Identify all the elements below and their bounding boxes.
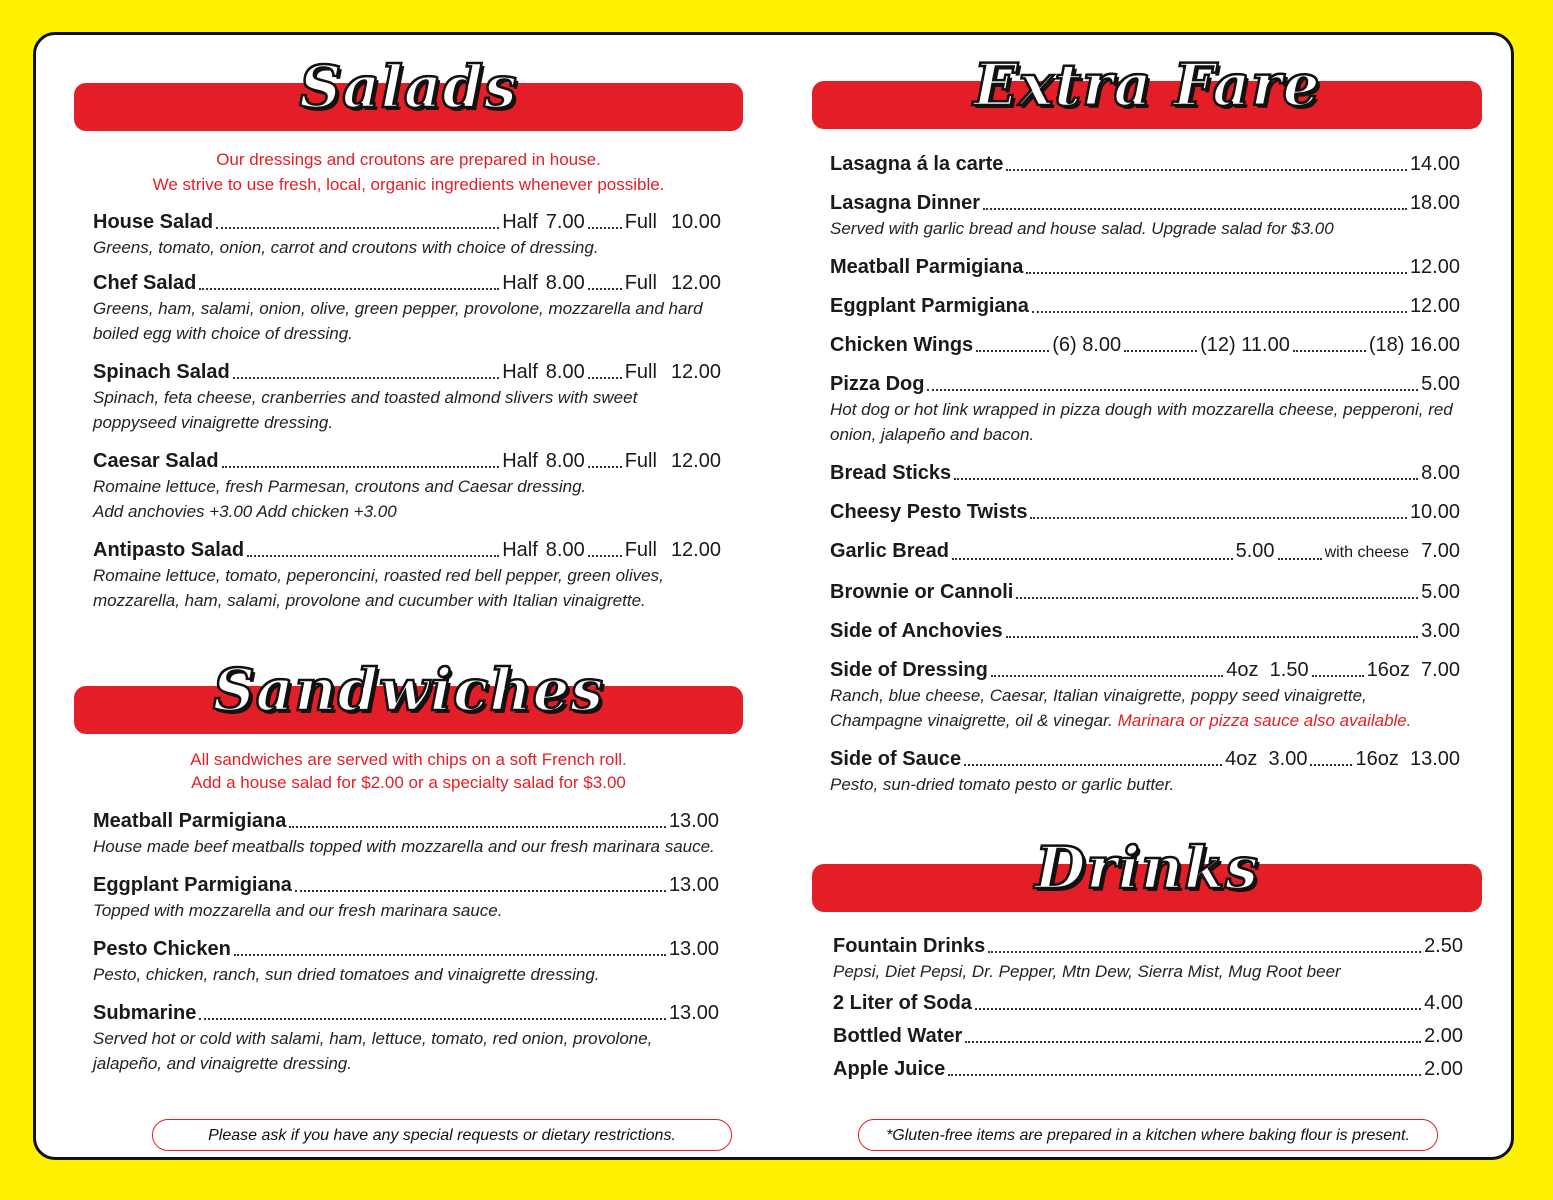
full-price: 12.00 [670, 450, 721, 472]
sandwiches-list [93, 808, 719, 1089]
extra-fare-banner [812, 51, 1482, 129]
full-label: Full [624, 361, 657, 383]
item-description: mozzarella, ham, salami, provolone and cucumber with Italian vinaigrette. [93, 591, 646, 610]
item-price: 14.00 [1409, 153, 1460, 175]
sandwich-item [93, 1000, 719, 1076]
drink-item [833, 1023, 1463, 1049]
item-price: 5.00 [1421, 581, 1460, 603]
item-name: Eggplant Parmigiana [830, 295, 1029, 317]
extra-item [830, 618, 1460, 644]
extra-item [830, 538, 1460, 566]
item-description: Pesto, chicken, ranch, sun dried tomatoes and vinaigrette dressing. [93, 965, 600, 984]
salads-intro: Our dressings and croutons are prepared in house. We strive to use fresh, local, organic ingredients whenever possible. [152, 150, 665, 194]
with-cheese-label: with cheese [1324, 544, 1410, 561]
item-name: Spinach Salad [93, 361, 230, 383]
item-price: 18.00 [1409, 192, 1460, 214]
drinks-title: Drinks [1035, 834, 1259, 902]
item-name: Brownie or Cannoli [830, 581, 1014, 603]
16oz-price: 16oz 7.00 [1366, 659, 1460, 681]
extra-item [830, 151, 1460, 177]
sandwich-item [93, 808, 719, 859]
full-label: Full [624, 450, 657, 472]
drink-item [833, 990, 1463, 1016]
item-name: 2 Liter of Soda [833, 992, 972, 1014]
extra-item [830, 746, 1460, 797]
full-price: 12.00 [670, 272, 721, 294]
item-description: Champagne vinaigrette, oil & vinegar. Marinara or pizza sauce also available. [830, 711, 1412, 730]
item-description: House made beef meatballs topped with mozzarella and our fresh marinara sauce. [93, 837, 715, 856]
item-name: Cheesy Pesto Twists [830, 501, 1028, 523]
salads-banner [74, 53, 743, 131]
item-price: 13.00 [668, 810, 719, 832]
special-requests-note: Please ask if you have any special requests or dietary restrictions. [152, 1119, 732, 1151]
item-name: Antipasto Salad [93, 539, 245, 561]
item-name: Apple Juice [833, 1058, 946, 1080]
item-name: Caesar Salad [93, 450, 219, 472]
salad-item [93, 209, 721, 260]
item-description: Romaine lettuce, tomato, peperoncini, roasted red bell pepper, green olives, [93, 566, 664, 585]
full-label: Full [624, 272, 657, 294]
salad-item [93, 448, 721, 524]
full-label: Full [624, 211, 657, 233]
item-name: Pizza Dog [830, 373, 925, 395]
item-price: 4.00 [1424, 992, 1463, 1014]
extra-item [830, 371, 1460, 447]
half-price: 7.00 [545, 211, 585, 233]
full-label: Full [624, 539, 657, 561]
half-label: Half [502, 272, 538, 294]
salad-item [93, 359, 721, 435]
item-name: Meatball Parmigiana [830, 256, 1024, 278]
extra-item [830, 332, 1460, 358]
half-price: 8.00 [545, 450, 585, 472]
item-name: Fountain Drinks [833, 935, 986, 957]
sauce-availability-note: Marinara or pizza sauce also available. [1117, 711, 1412, 730]
half-label: Half [502, 450, 538, 472]
item-description: boiled egg with choice of dressing. [93, 324, 353, 343]
half-price: 8.00 [545, 539, 585, 561]
menu-page [33, 32, 1514, 1160]
item-description: Ranch, blue cheese, Caesar, Italian vinaigrette, poppy seed vinaigrette, [830, 686, 1367, 705]
extra-fare-list [830, 151, 1460, 810]
item-name: Garlic Bread [830, 540, 949, 562]
item-name: Lasagna á la carte [830, 153, 1004, 175]
item-description: onion, jalapeño and bacon. [830, 425, 1035, 444]
item-price: 8.00 [1421, 462, 1460, 484]
extra-item [830, 657, 1460, 733]
4oz-price: 4oz 3.00 [1225, 748, 1308, 770]
extra-item [830, 579, 1460, 605]
extra-item [830, 190, 1460, 241]
salad-item [93, 537, 721, 613]
item-name: Chef Salad [93, 272, 197, 294]
extra-item [830, 460, 1460, 486]
extra-item [830, 293, 1460, 319]
wings-6-price: (6) 8.00 [1052, 334, 1122, 356]
item-name: Side of Anchovies [830, 620, 1003, 642]
drinks-banner [812, 834, 1482, 912]
item-price: 13.00 [668, 938, 719, 960]
half-price: 8.00 [545, 361, 585, 383]
item-description: Greens, tomato, onion, carrot and croutons with choice of dressing. [93, 238, 599, 257]
item-price: 3.00 [1421, 620, 1460, 642]
full-price: 12.00 [670, 539, 721, 561]
item-description: Pesto, sun-dried tomato pesto or garlic butter. [830, 775, 1175, 794]
half-label: Half [502, 211, 538, 233]
item-name: Side of Dressing [830, 659, 988, 681]
item-price: 12.00 [1409, 295, 1460, 317]
half-label: Half [502, 361, 538, 383]
item-description: Spinach, feta cheese, cranberries and toasted almond slivers with sweet [93, 388, 638, 407]
item-name: Bread Sticks [830, 462, 952, 484]
item-name: Chicken Wings [830, 334, 974, 356]
salads-list [93, 209, 721, 626]
half-label: Half [502, 539, 538, 561]
item-price: 5.00 [1235, 540, 1275, 562]
item-price: 13.00 [668, 874, 719, 896]
drink-item [833, 933, 1463, 984]
item-name: Meatball Parmigiana [93, 810, 287, 832]
16oz-price: 16oz 13.00 [1355, 748, 1460, 770]
drink-item [833, 1056, 1463, 1082]
item-name: Pesto Chicken [93, 938, 231, 960]
salads-title: Salads [299, 53, 518, 121]
extra-item [830, 254, 1460, 280]
item-price: 10.00 [1409, 501, 1460, 523]
item-name: Submarine [93, 1002, 197, 1024]
item-name: House Salad [93, 211, 214, 233]
full-price: 12.00 [670, 361, 721, 383]
item-description: Topped with mozzarella and our fresh marinara sauce. [93, 901, 503, 920]
item-price: 12.00 [1409, 256, 1460, 278]
item-description: Pepsi, Diet Pepsi, Dr. Pepper, Mtn Dew, Sierra Mist, Mug Root beer [833, 962, 1341, 981]
item-description: Served with garlic bread and house salad. Upgrade salad for $3.00 [830, 219, 1334, 238]
item-description: Served hot or cold with salami, ham, lettuce, tomato, red onion, provolone, [93, 1029, 653, 1048]
half-price: 8.00 [545, 272, 585, 294]
item-price: 2.00 [1424, 1058, 1463, 1080]
sandwiches-banner [74, 656, 743, 734]
item-name: Lasagna Dinner [830, 192, 981, 214]
item-description: poppyseed vinaigrette dressing. [93, 413, 334, 432]
wings-12-price: (12) 11.00 [1200, 334, 1290, 356]
extra-fare-title: Extra Fare [973, 51, 1321, 119]
4oz-price: 4oz 1.50 [1226, 659, 1309, 681]
item-price: 13.00 [668, 1002, 719, 1024]
item-description: Hot dog or hot link wrapped in pizza dough with mozzarella cheese, pepperoni, red [830, 400, 1453, 419]
sandwiches-title: Sandwiches [212, 656, 605, 724]
item-description: jalapeño, and vinaigrette dressing. [93, 1054, 352, 1073]
sandwich-item [93, 936, 719, 987]
full-price: 10.00 [670, 211, 721, 233]
drinks-list [833, 933, 1463, 1095]
salad-item [93, 270, 721, 346]
sandwiches-intro: All sandwiches are served with chips on a soft French roll. Add a house salad for $2.00 or a specialty salad for $3.00 [190, 750, 627, 792]
item-description: Romaine lettuce, fresh Parmesan, croutons and Caesar dressing. [93, 477, 587, 496]
sandwich-item [93, 872, 719, 923]
with-cheese-price: 7.00 [1421, 540, 1460, 562]
item-name: Bottled Water [833, 1025, 963, 1047]
item-price: 2.00 [1424, 1025, 1463, 1047]
item-price: 2.50 [1424, 935, 1463, 957]
gluten-free-note: *Gluten-free items are prepared in a kitchen where baking flour is present. [858, 1119, 1438, 1151]
wings-18-price: (18) 16.00 [1368, 334, 1460, 356]
item-name: Side of Sauce [830, 748, 962, 770]
item-description: Greens, ham, salami, onion, olive, green pepper, provolone, mozzarella and hard [93, 299, 703, 318]
item-name: Eggplant Parmigiana [93, 874, 292, 896]
item-price: 5.00 [1421, 373, 1460, 395]
extra-item [830, 499, 1460, 525]
item-description: Add anchovies +3.00 Add chicken +3.00 [93, 502, 397, 521]
